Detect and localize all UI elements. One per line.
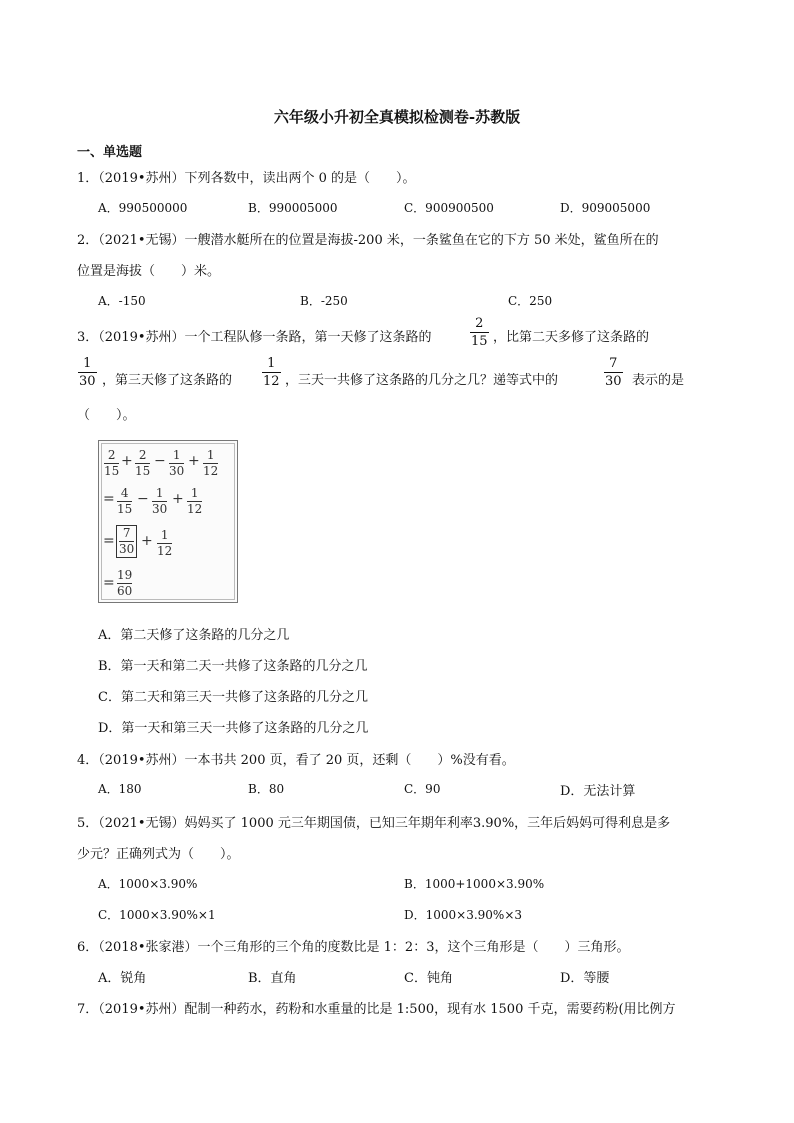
q2-option-b: B．-250 [300,294,348,308]
calc-den: 30 [119,542,135,556]
question-3-part-2: ，比第二天多修了这条路的 [493,330,650,345]
q1-option-c: C．900900500 [404,201,494,215]
calc-den: 60 [117,584,133,598]
plus-sign: + [172,491,184,507]
calc-fraction [169,449,184,478]
question-2-line-1: 2．（2021•无锡）一艘潜水艇所在的位置是海拔-200 米，一条鲨鱼在它的下方 50 米处，鲨鱼所在的 [77,233,659,248]
q5-option-b: B．1000+1000×3.90% [404,877,545,891]
fraction-2-15 [470,316,489,349]
q6-option-c: C．钝角 [404,971,453,986]
calc-num: 1 [190,486,199,500]
equals-sign: = [103,575,115,591]
question-2-line-2: 位置是海拔（ ）米。 [77,264,221,279]
calc-fraction [187,487,202,516]
calc-den: 12 [187,502,203,516]
question-4: 4．（2019•苏州）一本书共 200 页，看了 20 页，还剩（ ）%没有看。 [77,753,515,768]
plus-sign: + [141,533,153,549]
q5-option-c: C．1000×3.90%×1 [98,908,216,922]
plus-sign: + [188,453,200,469]
question-5-line-2: 少元？正确列式为（ ）。 [77,847,240,862]
calc-den: 15 [135,464,151,478]
fraction-1-12 [262,356,281,389]
calc-num: 1 [155,486,164,500]
calc-fraction [157,529,172,558]
calc-fraction [203,449,218,478]
section-heading: 一、单选题 [77,145,143,160]
question-3-part-6: （ ）。 [77,408,136,423]
calc-num: 2 [107,448,116,462]
q1-option-a: A．990500000 [98,201,188,215]
calc-num: 2 [138,448,147,462]
fraction-numerator: 2 [475,316,484,331]
fraction-1-30 [78,356,97,389]
fraction-numerator: 1 [267,356,276,371]
calc-den: 12 [203,464,219,478]
fraction-7-30 [604,356,623,389]
question-7: 7．（2019•苏州）配制一种药水，药粉和水重量的比是 1:500，现有水 1500 千克，需要药粉(用比例方 [77,1002,676,1017]
minus-sign: − [154,453,166,469]
q3-option-c: C．第二天和第三天一共修了这条路的几分之几 [98,690,368,705]
page-title: 六年级小升初全真模拟检测卷-苏教版 [273,108,521,126]
fraction-numerator: 7 [609,356,618,371]
calc-num: 7 [122,526,131,540]
calc-num: 1 [206,448,215,462]
q2-option-c: C．250 [508,294,553,308]
equals-sign: = [103,491,115,507]
fraction-denominator: 30 [79,374,96,389]
fraction-denominator: 15 [471,334,488,349]
calc-fraction [152,487,167,516]
question-3-part-3: ，第三天修了这条路的 [102,373,233,388]
q4-option-a: A．180 [98,782,142,796]
calc-fraction [135,449,150,478]
calc-fraction [117,569,132,598]
minus-sign: − [137,491,149,507]
q6-option-b: B．直角 [248,971,297,986]
calc-fraction [117,487,132,516]
q4-option-d: D．无法计算 [560,784,636,799]
q3-option-b: B．第一天和第二天一共修了这条路的几分之几 [98,659,368,674]
calc-den: 12 [157,544,173,558]
question-6: 6．（2018•张家港）一个三角形的三个角的度数比是 1：2：3，这个三角形是（ ）三角形。 [77,940,630,955]
question-3-part-5: 表示的是 [632,373,685,388]
calc-den: 15 [117,502,133,516]
question-3-part-4: ，三天一共修了这条路的几分之几？递等式中的 [285,373,559,388]
calc-den: 15 [104,464,120,478]
boxed-fraction [116,525,137,558]
q3-option-a: A．第二天修了这条路的几分之几 [98,628,290,643]
calc-fraction [104,449,119,478]
calc-num: 1 [172,448,181,462]
equals-sign: = [103,533,115,549]
question-3-part-1: 3．（2019•苏州）一个工程队修一条路，第一天修了这条路的 [77,330,432,345]
q2-option-a: A．-150 [98,294,146,308]
q5-option-d: D．1000×3.90%×3 [404,908,523,922]
calc-den: 30 [152,502,168,516]
q4-option-c: C．90 [404,782,441,796]
fraction-numerator: 1 [83,356,92,371]
calc-num: 4 [120,486,129,500]
question-1: 1．（2019•苏州）下列各数中，读出两个 0 的是（ ）。 [77,171,416,186]
q6-option-d: D．等腰 [560,971,610,986]
calc-den: 30 [169,464,185,478]
q5-option-a: A．1000×3.90% [98,877,198,891]
fraction-denominator: 30 [605,374,622,389]
q1-option-b: B．990005000 [248,201,338,215]
plus-sign: + [121,453,133,469]
calc-num: 19 [117,568,133,582]
calculation-image [98,440,238,603]
fraction-denominator: 12 [263,374,280,389]
q4-option-b: B．80 [248,782,285,796]
q1-option-d: D．909005000 [560,201,651,215]
q3-option-d: D．第一天和第三天一共修了这条路的几分之几 [98,721,369,736]
calc-num: 1 [160,528,169,542]
q6-option-a: A．锐角 [98,971,147,986]
question-5-line-1: 5．（2021•无锡）妈妈买了 1000 元三年期国债，已知三年期年利率3.90%，三年后妈妈可得利息是多 [77,816,671,831]
